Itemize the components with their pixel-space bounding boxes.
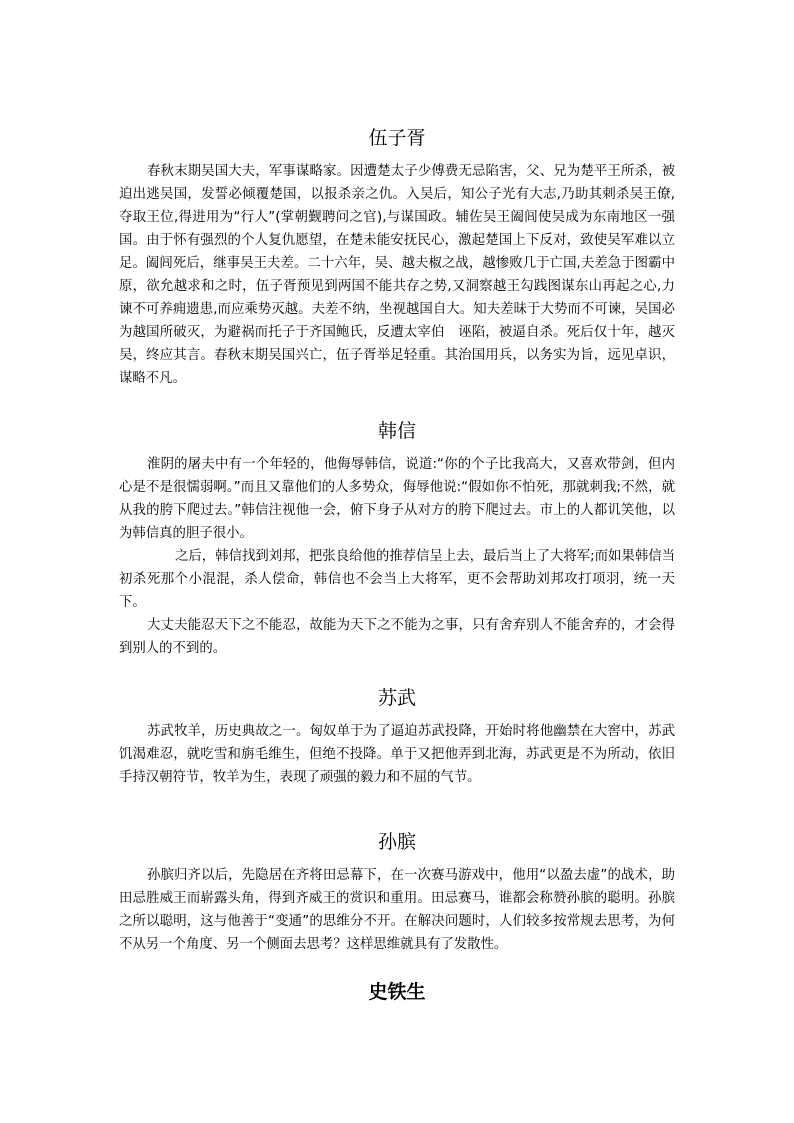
section-title: 韩信 <box>377 420 416 442</box>
paragraph: 孙膑归齐以后，先隐居在齐将田忌幕下，在一次赛马游戏中，他用“以盈去虚”的战术，助田忌胜威王而崭露头角，得到齐威王的赏识和重用。田忌赛马，谁都会称赞孙膑的聪明。孙膑之所以聪明，这与他善于“变通”的思维分不开。在解决问题时，人们较多按常规去思考，为何不从另一个角度、另一个侧面去思考？这样思维就具有了发散性。 <box>119 868 675 952</box>
section-sun-bin <box>119 830 675 956</box>
section-title: 苏武 <box>377 687 416 709</box>
paragraph: 大丈夫能忍天下之不能忍，故能为天下之不能为之事，只有舍弃别人不能舍弃的，才会得到别人的不到的。 <box>119 618 675 656</box>
section-wu-zixu <box>119 126 675 390</box>
section-title: 孙膑 <box>377 831 416 853</box>
section-han-xin <box>119 419 675 660</box>
paragraph: 之后，韩信找到刘邦，把张良给他的推荐信呈上去，最后当上了大将军;而如果韩信当初杀死那个小混混，杀人偿命，韩信也不会当上大将军，更不会帮助刘邦攻打项羽，统一天下。 <box>119 549 675 610</box>
section-title: 史铁生 <box>368 981 426 1003</box>
paragraph: 春秋末期吴国大夫，军事谋略家。因遭楚太子少傅费无忌陷害，父、兄为楚平王所杀，被迫出逃吴国，发誓必倾覆楚国，以报杀亲之仇。入吴后，知公子光有大志,乃助其刺杀吴王僚,夺取王位,得进用为“行人”(掌朝觐聘问之官),与谋国政。辅佐吴王阖闾使吴成为东南地区一强国。由于怀有强烈的个人复仇愿望，在楚未能安抚民心，激起楚国上下反对，致使吴军难以立足。阖闾死后，继事吴王夫差。二十六年，吴、越夫椒之战，越惨败几于亡国,夫差急于图霸中原，欲允越求和之时，伍子胥预见到两国不能共存之势,又洞察越王勾践图谋东山再起之心,力谏不可养痈遗患,而应乘势灭越。夫差不纳，坐视越国自大。知夫差昧于大势而不可谏，吴国必为越国所破灭，为避祸而托子于齐国鲍氏，反遭太宰伯 诬陷，被逼自杀。死后仅十年，越灭吴，终应其言。春秋末期吴国兴亡，伍子胥举足轻重。其治国用兵，以务实为旨，远见卓识，谋略不凡。 <box>119 164 675 386</box>
section-title: 伍子胥 <box>368 127 426 149</box>
section-su-wu <box>119 686 675 789</box>
paragraph: 淮阴的屠夫中有一个年轻的，他侮辱韩信，说道:“你的个子比我高大，又喜欢带剑，但内心是不是很懦弱啊。”而且又靠他们的人多势众，侮辱他说:“假如你不怕死，那就刺我;不然，就从我的胯下爬过去。”韩信注视他一会，俯下身子从对方的胯下爬过去。市上的人都讥笑他，以为韩信真的胆子很小。 <box>119 457 675 541</box>
section-shi-tiesheng <box>119 980 675 1004</box>
paragraph: 苏武牧羊，历史典故之一。匈奴单于为了逼迫苏武投降，开始时将他幽禁在大窖中，苏武饥渴难忍，就吃雪和旃毛维生，但绝不投降。单于又把他弄到北海，苏武更是不为所动，依旧手持汉朝符节，牧羊为生，表现了顽强的毅力和不屈的气节。 <box>119 724 675 785</box>
